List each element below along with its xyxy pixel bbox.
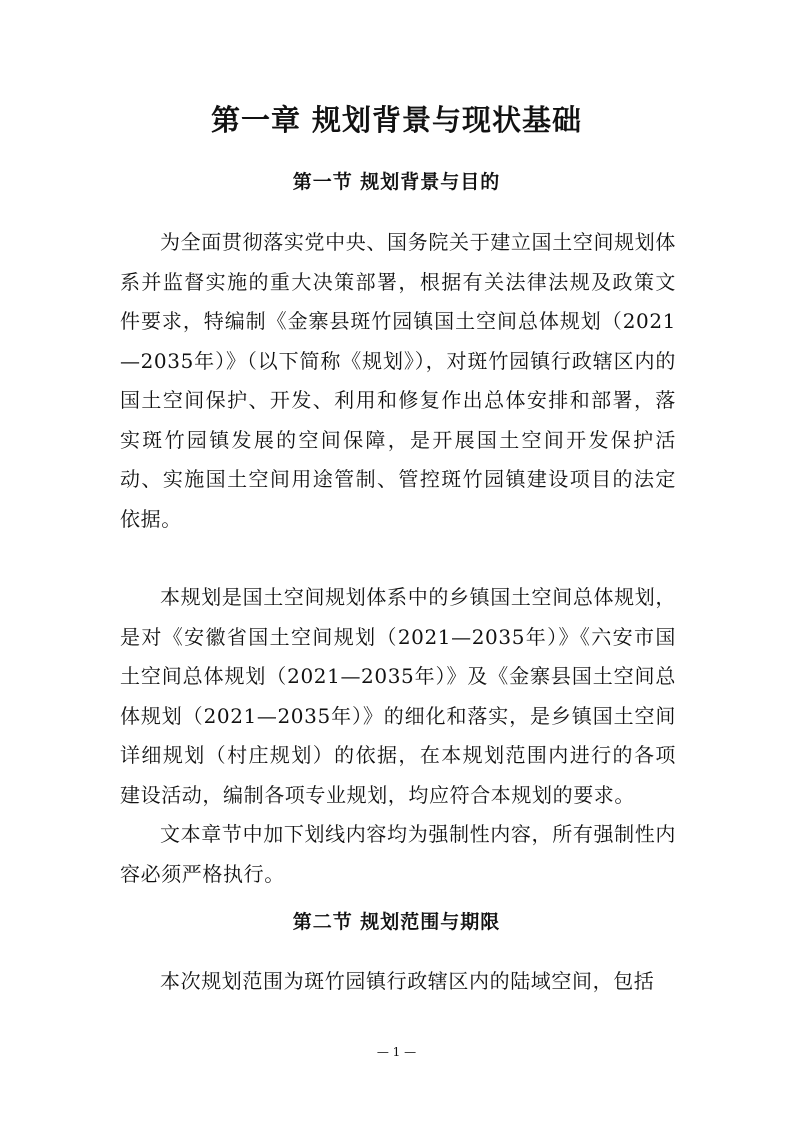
- chapter-title: 第一章 规划背景与现状基础: [210, 103, 583, 137]
- section-title-scope: 第二节 规划范围与期限: [292, 911, 501, 933]
- paragraph-mandatory-content: 文本章节中加下划线内容均为强制性内容，所有强制性内容必须严格执行。: [120, 822, 676, 886]
- paragraph-planning-scope: 本次规划范围为斑竹园镇行政辖区内的陆域空间，包括: [160, 969, 655, 993]
- page-number: — 1 —: [376, 1045, 417, 1059]
- section-title-background: 第一节 规划背景与目的: [292, 171, 501, 193]
- paragraph-planning-hierarchy: 本规划是国土空间规划体系中的乡镇国土空间总体规划，是对《安徽省国土空间规划（2021—2035年）》《六安市国土空间总体规划（2021—2035年）》及《金寨县国土空间总体规划（2021—2035年）》的细化和落实，是乡镇国土空间详细规划（村庄规划）的依据，在本规划范围内进行的各项建设活动，编制各项专业规划，均应符合本规划的要求。: [120, 585, 676, 807]
- paragraph-planning-purpose: 为全面贯彻落实党中央、国务院关于建立国土空间规划体系并监督实施的重大决策部署，根据有关法律法规及政策文件要求，特编制《金寨县斑竹园镇国土空间总体规划（2021—2035年）》（以下简称《规划》），对斑竹园镇行政辖区内的国土空间保护、开发、利用和修复作出总体安排和部署，落实斑竹园镇发展的空间保障，是开展国土空间开发保护活动、实施国土空间用途管制、管控斑竹园镇建设项目的法定依据。: [120, 230, 676, 531]
